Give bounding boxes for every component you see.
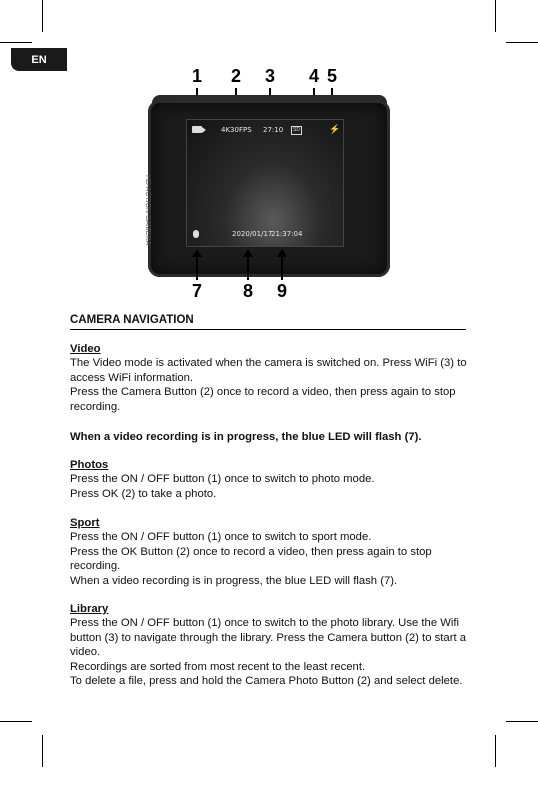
sport-text-3: When a video recording is in progress, the blue LED will flash (7).: [70, 574, 398, 587]
sport-text-2: Press the OK Button (2) once to record a video, then press again to stop recording.: [70, 545, 432, 573]
video-text-1: The Video mode is activated when the camera is switched on. Press WiFi (3) to access WiFi information.: [70, 357, 467, 384]
sport-section: [70, 516, 470, 588]
sport-heading: Sport: [70, 517, 100, 529]
video-section: [70, 342, 470, 414]
crop-mark: [506, 42, 538, 43]
callout-arrow: [281, 256, 283, 280]
sd-card-icon: SD: [291, 126, 302, 135]
crop-mark: [495, 735, 496, 767]
time-readout: 21:37:04: [271, 230, 303, 238]
crop-mark: [0, 42, 32, 43]
photos-text-1: Press the ON / OFF button (1) once to switch to photo mode.: [70, 473, 375, 486]
callout-5: 5: [326, 66, 337, 86]
library-heading: Library: [70, 603, 109, 615]
photos-text-2: Press OK (2) to take a photo.: [70, 487, 217, 500]
crop-mark: [42, 0, 43, 32]
library-section: [70, 602, 470, 688]
library-text-1: Press the ON / OFF button (1) once to switch to the photo library. Use the Wifi button (3) to navigate through the library. Press the Camera button (2) to start a video.: [70, 617, 467, 659]
callout-9: 9: [276, 281, 287, 301]
microphone-icon: [193, 230, 199, 238]
callout-arrow: [196, 256, 198, 280]
battery-charge-icon: ⚡: [329, 124, 341, 134]
time-remaining-readout: 27:10: [263, 126, 284, 134]
date-readout: 2020/01/17: [232, 230, 273, 238]
crop-mark: [42, 735, 43, 767]
callout-2: 2: [230, 66, 241, 86]
crop-mark: [506, 721, 538, 722]
sport-text-1: Press the ON / OFF button (1) once to switch to sport mode.: [70, 531, 372, 544]
callout-8: 8: [242, 281, 253, 301]
library-text-2: Recordings are sorted from most recent to the least recent.: [70, 660, 366, 673]
camera-side-label: HD ACTION CAMERA: [144, 175, 151, 246]
photos-heading: Photos: [70, 459, 109, 471]
library-text-3: To delete a file, press and hold the Camera Photo Button (2) and select delete.: [70, 675, 463, 688]
photos-section: [70, 458, 470, 501]
section-divider: [70, 329, 466, 330]
callout-arrow: [247, 256, 249, 280]
crop-mark: [495, 0, 496, 32]
language-badge: EN: [11, 48, 67, 71]
callout-7: 7: [191, 281, 202, 301]
video-mode-icon: [192, 126, 202, 133]
video-led-note: When a video recording is in progress, the blue LED will flash (7).: [70, 431, 422, 443]
callout-3: 3: [264, 66, 275, 86]
section-title: CAMERA NAVIGATION: [70, 314, 194, 326]
camera-screen: [186, 119, 344, 247]
video-text-2: Press the Camera Button (2) once to record a video, then press again to stop recording.: [70, 386, 456, 413]
video-heading: Video: [70, 343, 101, 355]
callout-4: 4: [308, 66, 319, 86]
resolution-readout: 4K30FPS: [221, 126, 252, 134]
crop-mark: [0, 721, 32, 722]
callout-1: 1: [191, 66, 202, 86]
